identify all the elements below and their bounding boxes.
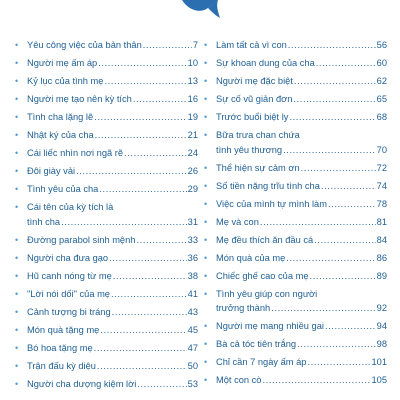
dot-leader [133,92,187,107]
toc-entry[interactable] [204,269,387,284]
bullet-icon: • [204,57,208,68]
toc-entry-title: Người mẹ tạo nên kỳ tích [27,93,132,104]
bullet-icon: • [15,57,19,68]
page-number: 94 [376,321,387,332]
dot-leader [321,179,376,194]
page-number: 31 [187,216,198,227]
bullet-icon: • [15,360,19,371]
toc-entry-title: Sự khoan dung của cha [216,57,315,68]
toc-entry[interactable] [204,355,387,370]
bullet-icon: • [15,234,19,245]
bullet-icon: • [204,75,208,86]
toc-entry-title: Bó hoa tặng mẹ [27,342,93,353]
toc-entry[interactable] [15,200,198,230]
toc-entry-title: Chiếc ghế cao của mẹ [216,270,309,281]
toc-entry-title: Món quà của mẹ [216,252,286,263]
toc-entry-title: Tình cha lặng lẽ [27,111,94,122]
dot-leader [104,74,186,89]
bullet-icon: • [15,40,19,50]
dot-leader [61,215,187,230]
dot-leader [137,377,186,392]
page-number: 105 [371,375,387,386]
page-number: 24 [187,147,198,158]
toc-entry[interactable] [15,146,198,161]
page-number: 38 [187,270,198,281]
toc-entry[interactable] [204,179,387,194]
toc-entry[interactable] [15,269,198,284]
toc-entry-title: Người cha dượng kiệm lời [27,378,137,389]
toc-entry[interactable] [204,56,387,71]
toc-entry[interactable] [204,161,387,176]
dot-leader [301,161,376,176]
dot-leader [136,233,186,248]
dot-leader [111,287,187,302]
toc-entry[interactable] [204,128,387,158]
toc-entry[interactable] [15,110,198,125]
toc-entry-title: "Lời nói dối" của mẹ [27,288,110,299]
page-number: 68 [376,111,387,122]
toc-entry-title: Trận đấu kỳ diệu [27,360,96,371]
toc-entry[interactable] [15,359,198,374]
toc-entry-title: Cảnh tượng bi tráng [27,306,111,317]
bullet-icon: • [204,216,208,227]
toc-entry[interactable] [15,377,198,392]
dot-leader [283,143,376,158]
page-number: 62 [376,75,387,86]
bullet-icon: • [15,129,19,140]
page-number: 43 [187,306,198,317]
page-number: 50 [187,360,198,371]
page-number: 21 [187,129,198,140]
toc-entry-title: Người mẹ ấm áp [27,57,98,68]
toc-entry[interactable] [204,233,387,248]
toc-entry[interactable] [15,74,198,89]
bullet-icon: • [204,288,208,299]
toc-entry-title: Món quà tặng mẹ [27,324,100,335]
page-number: 10 [187,57,198,68]
page-number: 47 [187,342,198,353]
dot-leader [94,110,187,125]
page-number: 56 [376,40,387,50]
dot-leader [109,251,187,266]
toc-entry-title: Việc của mình tự mình làm [216,198,327,209]
toc-column-right [204,38,387,391]
page-number: 65 [376,93,387,104]
bullet-icon: • [204,198,208,209]
top-ornament-icon [178,0,224,20]
page-number: 53 [187,378,198,389]
bullet-icon: • [204,357,208,368]
page-number: 92 [376,303,387,314]
bullet-icon: • [15,147,19,158]
page-number: 74 [376,180,387,191]
toc-entry[interactable] [15,251,198,266]
toc-entry-title: tình yêu thương [216,144,283,155]
bullet-icon: • [204,180,208,191]
bullet-icon: • [15,306,19,317]
toc-entry[interactable] [15,233,198,248]
toc-entry-title: Thể hiện sự cảm ơn [216,162,300,173]
bullet-icon: • [204,321,208,332]
dot-leader [100,323,186,338]
dot-leader [328,197,376,212]
toc-entry-title: Đường parabol sinh mệnh [27,234,136,245]
toc-entry[interactable] [15,128,198,143]
page-number: 19 [187,111,198,122]
page-number: 84 [376,234,387,245]
toc-entry[interactable] [15,164,198,179]
toc-entry[interactable] [204,110,387,125]
dot-leader [314,233,375,248]
toc-entry-title: Bữa trưa chan chứa [216,129,300,140]
bullet-icon: • [204,93,208,104]
bullet-icon: • [204,162,208,173]
page-number: 70 [376,144,387,155]
toc-entry[interactable] [15,182,198,197]
bullet-icon: • [204,339,208,350]
dot-leader [98,56,186,71]
dot-leader [99,182,186,197]
bullet-icon: • [15,201,19,212]
bullet-icon: • [15,111,19,122]
toc-entry-title: Hũ canh nóng từ mẹ [27,270,112,281]
page-number: 29 [187,183,198,194]
toc-entry-title: Cái tên của kỳ tích là [27,201,114,212]
dot-leader [262,373,370,388]
toc-entry-title: tình cha [27,216,61,227]
bullet-icon: • [15,270,19,281]
dot-leader [112,305,187,320]
dot-leader [124,146,187,161]
bullet-icon: • [204,40,208,50]
toc-entry-title: Mẹ đều thích ăn đầu cá [216,234,314,245]
toc-entry-title: Đôi giày vải [27,165,76,176]
page-number: 86 [376,252,387,263]
page-number: 33 [187,234,198,245]
toc-entry-title: Số tiền nặng trĩu tình cha [216,180,320,191]
toc-entry[interactable] [204,92,387,107]
toc-entry-title: Sự cố vũ giản đơn [216,93,293,104]
toc-entry-title: Làm tất cả vì con [216,40,287,50]
bullet-icon: • [204,234,208,245]
toc-column-left [15,38,198,395]
dot-leader [260,215,376,230]
toc-entry[interactable] [204,373,387,388]
bullet-icon: • [15,75,19,86]
dot-leader [307,355,370,370]
page-number: 16 [187,93,198,104]
bullet-icon: • [15,93,19,104]
page-number: 60 [376,57,387,68]
dot-leader [297,337,376,352]
dot-leader [97,359,187,374]
bullet-icon: • [15,252,19,263]
toc-entry[interactable] [204,337,387,352]
dot-leader [143,38,192,53]
toc-entry-title: Mẹ và con [216,216,259,227]
toc-entry-title: Trước buổi biệt ly [216,111,289,122]
toc-entry-title: Tình yêu của cha [27,183,99,194]
page-number: 72 [376,162,387,173]
dot-leader [288,38,376,53]
dot-leader [325,319,376,334]
page-number: 13 [187,75,198,86]
page-number: 36 [187,252,198,263]
page-number: 101 [371,357,387,368]
toc-entry-title: Bà cả tóc tiên trắng [216,339,297,350]
bullet-icon: • [15,288,19,299]
dot-leader [113,269,187,284]
bullet-icon: • [204,270,208,281]
dot-leader [271,301,375,316]
toc-entry[interactable] [15,92,198,107]
bullet-icon: • [204,252,208,263]
page-number: 7 [192,40,198,50]
bullet-icon: • [204,111,208,122]
toc-entry-title: Cái liếc nhìn nơi ngã rẽ [27,147,124,158]
page-number: 45 [187,324,198,335]
toc-entry[interactable] [204,197,387,212]
page-number: 41 [187,288,198,299]
dot-leader [289,110,375,125]
toc-entry[interactable] [15,323,198,338]
toc-entry-title: Kỷ lục của tình mẹ [27,75,104,86]
toc-entry[interactable] [204,319,387,334]
page-number: 98 [376,339,387,350]
page-number: 26 [187,165,198,176]
dot-leader [94,341,187,356]
toc-entry[interactable] [15,341,198,356]
toc-entry-title: Một con cò [216,375,262,386]
toc-entry[interactable] [204,38,387,53]
bullet-icon: • [15,165,19,176]
toc-entry[interactable] [15,38,198,53]
bullet-icon: • [204,129,208,140]
toc-entry[interactable] [204,74,387,89]
toc-entry[interactable] [204,215,387,230]
toc-entry-title: Yêu công việc của bản thân [27,40,142,50]
dot-leader [294,74,376,89]
toc-entry[interactable] [15,305,198,320]
toc-entry-title: trưởng thành [216,303,271,314]
dot-leader [293,92,375,107]
toc-entry-title: Tình yêu giúp con người [216,288,318,299]
toc-entry[interactable] [204,251,387,266]
dot-leader [310,269,376,284]
toc-entry-title: Chỉ cần 7 ngày ấm áp [216,357,307,368]
toc-entry-title: Người cha đưa gạo [27,252,109,263]
bullet-icon: • [15,378,19,389]
bullet-icon: • [15,324,19,335]
dot-leader [286,251,375,266]
toc-entry-title: Người mẹ mang nhiều gai [216,321,324,332]
toc-entry[interactable] [15,56,198,71]
bullet-icon: • [204,375,208,386]
dot-leader [316,56,376,71]
toc-entry-title: Người mẹ đặc biệt [216,75,293,86]
toc-entry[interactable] [204,287,387,317]
page-number: 81 [376,216,387,227]
bullet-icon: • [15,183,19,194]
page-number: 89 [376,270,387,281]
toc-entry[interactable] [15,287,198,302]
dot-leader [95,128,187,143]
dot-leader [76,164,187,179]
page-number: 78 [376,198,387,209]
bullet-icon: • [15,342,19,353]
toc-entry-title: Nhật ký của cha [27,129,94,140]
